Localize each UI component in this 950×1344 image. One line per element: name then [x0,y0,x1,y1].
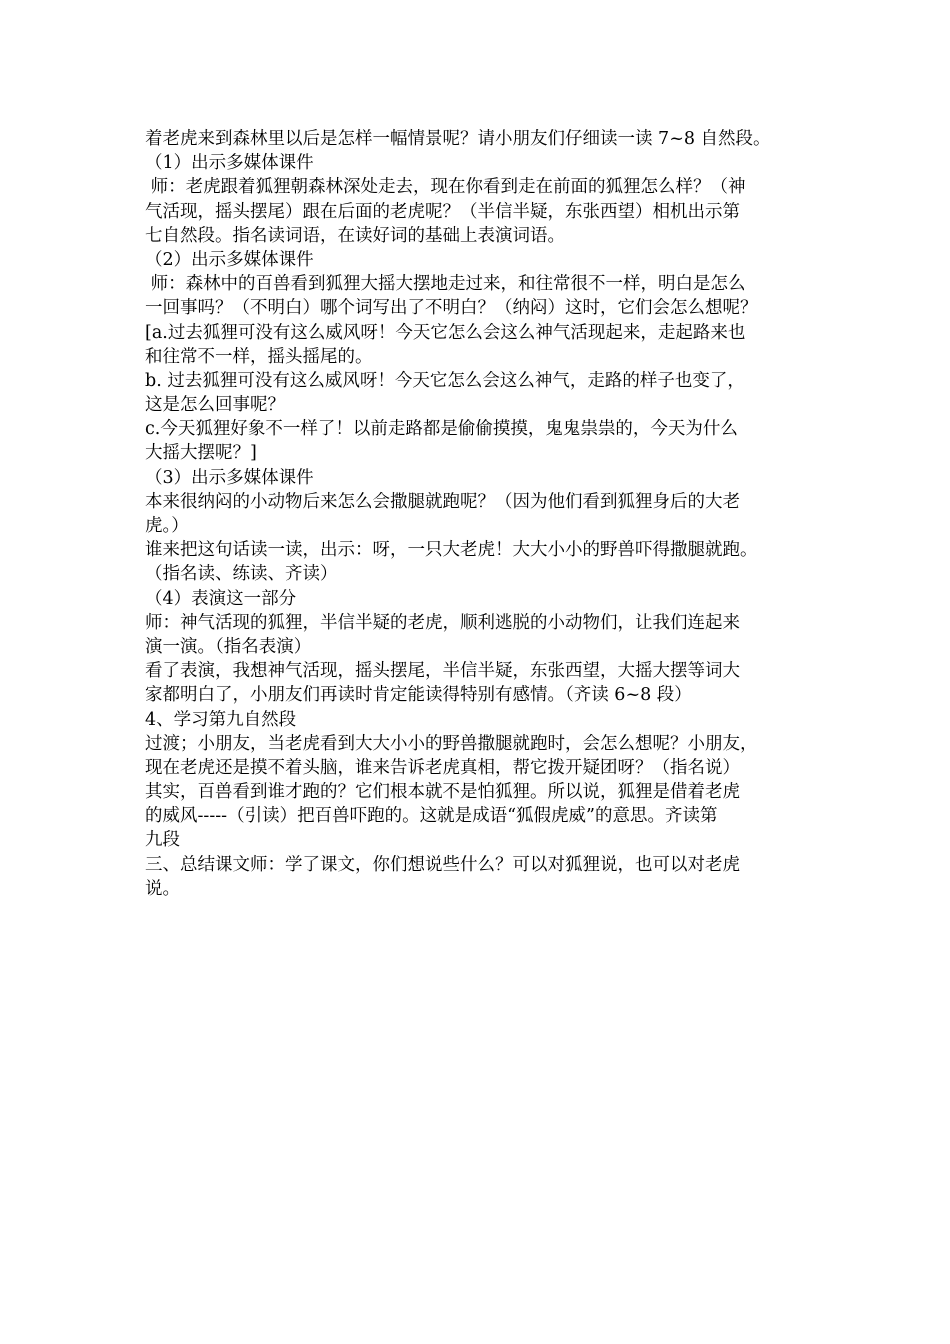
text-line: 大摇大摆呢？] [145,443,257,464]
text-line: （2）出示多媒体课件 [145,249,314,270]
text-line: 和往常不一样，摇头摇尾的。 [145,346,373,367]
text-line: 师：老虎跟着狐狸朝森林深处走去，现在你看到走在前面的狐狸怎么样？（神 [145,177,746,198]
text-line: 的威风-----（引读）把百兽吓跑的。这就是成语“狐假虎威”的意思。齐读第 [145,806,718,827]
text-line: 九段 [145,830,180,851]
text-line: b. 过去狐狸可没有这么威风呀！今天它怎么会这么神气，走路的样子也变了， [145,370,745,391]
text-line: 气活现，摇头摆尾）跟在后面的老虎呢？（半信半疑，东张西望）相机出示第 [145,201,740,222]
text-line: 其实，百兽看到谁才跑的？它们根本就不是怕狐狸。所以说，狐狸是借着老虎 [145,782,740,803]
text-line: （4）表演这一部分 [145,588,297,609]
text-line: 师：神气活现的狐狸，半信半疑的老虎，顺利逃脱的小动物们，让我们连起来 [145,612,740,633]
text-line: 这是怎么回事呢？ [145,395,285,416]
text-line: 家都明白了，小朋友们再读时肯定能读得特别有感情。（齐读 6~8 段） [145,685,692,706]
text-line: 谁来把这句话读一读，出示：呀，一只大老虎！大大小小的野兽吓得撒腿就跑。 [145,540,758,561]
text-line: 现在老虎还是摸不着头脑，谁来告诉老虎真相，帮它拨开疑团呀？（指名说） [145,757,740,778]
text-line: 着老虎来到森林里以后是怎样一幅情景呢？请小朋友们仔细读一读 7~8 自然段。 [145,129,771,149]
text-line: （指名读、练读、齐读） [145,564,338,585]
text-line: 4、学习第九自然段 [145,709,297,730]
text-line: 过渡；小朋友，当老虎看到大大小小的野兽撒腿就跑时，会怎么想呢？小朋友， [145,733,758,754]
text-line: （3）出示多媒体课件 [145,467,314,488]
text-line: 师：森林中的百兽看到狐狸大摇大摆地走过来，和往常很不一样，明白是怎么 [145,274,746,295]
text-line: 三、总结课文师：学了课文，你们想说些什么？可以对狐狸说，也可以对老虎 [145,854,740,875]
text-line: 一回事吗？（不明白）哪个词写出了不明白？（纳闷）这时，它们会怎么想呢？ [145,298,758,319]
text-line: 说。 [145,878,180,899]
text-line: 七自然段。指名读词语，在读好词的基础上表演词语。 [145,225,565,246]
text-line: （1）出示多媒体课件 [145,153,314,174]
text-line: 看了表演，我想神气活现，摇头摆尾，半信半疑，东张西望，大摇大摆等词大 [145,661,740,682]
text-line: 虎。） [145,516,189,536]
text-line: c.今天狐狸好象不一样了！以前走路都是偷偷摸摸，鬼鬼祟祟的，今天为什么 [145,419,738,440]
text-line: [a.过去狐狸可没有这么威风呀！今天它怎么会这么神气活现起来，走起路来也 [145,322,746,343]
document-body [145,127,813,901]
text-line: 本来很纳闷的小动物后来怎么会撒腿就跑呢？（因为他们看到狐狸身后的大老 [145,491,740,512]
text-line: 演一演。（指名表演） [145,636,312,657]
